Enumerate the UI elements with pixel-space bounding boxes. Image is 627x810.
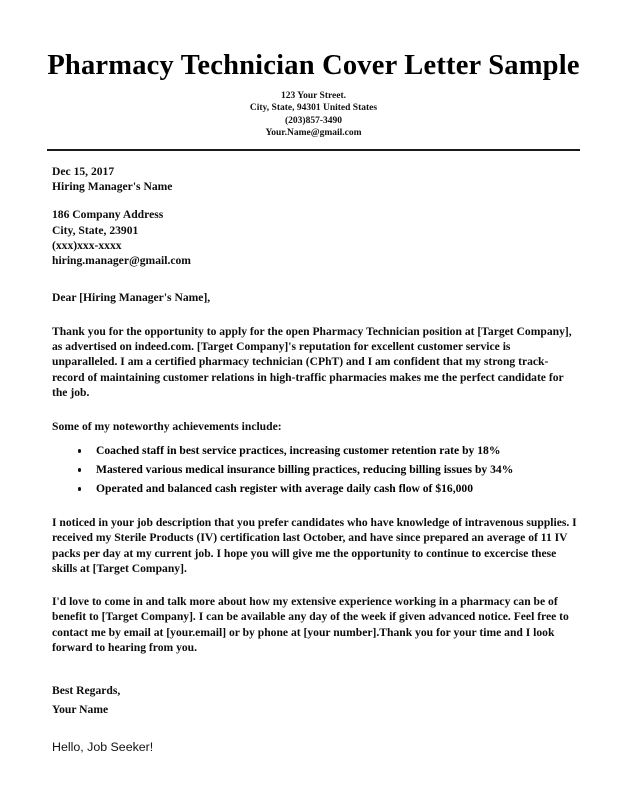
list-item: Operated and balanced cash register with average daily cash flow of $16,000 — [78, 481, 578, 497]
page-title: Pharmacy Technician Cover Letter Sample — [47, 50, 580, 81]
letter-date: Dec 15, 2017 — [52, 164, 115, 178]
sender-street: 123 Your Street. — [281, 91, 346, 101]
sender-city-state-zip: City, State, 94301 United States — [249, 103, 378, 114]
recipient-city-state-zip: City, State, 23901 — [52, 223, 139, 237]
sender-phone: (203)857-3490 — [285, 115, 342, 126]
letter-body — [0, 164, 627, 755]
body-paragraph-3: I'd love to come in and talk more about how my extensive experience working in a pharmacy can be of benefit to [Target Company]. I can be available any day of the week if given advanced notice. Feel free to contact me by email at [your.email] or by phone at [your number].Thank you for your time and I look forward to hearing from you. — [52, 595, 569, 655]
achievements-list — [52, 443, 578, 497]
recipient-email: hiring.manager@gmail.com — [52, 254, 191, 268]
sender-email: Your.Name@gmail.com — [265, 128, 362, 139]
closing-salutation: Best Regards, — [52, 684, 121, 698]
footer-note: Hello, Job Seeker! — [52, 739, 154, 754]
signature-name: Your Name — [52, 702, 109, 716]
recipient-street: 186 Company Address — [52, 208, 164, 222]
date-and-recipient-name-block — [52, 164, 578, 195]
recipient-name: Hiring Manager's Name — [52, 179, 173, 193]
recipient-phone: (xxx)xxx-xxxx — [52, 238, 122, 252]
salutation: Dear [Hiring Manager's Name], — [52, 291, 211, 305]
recipient-address-block — [52, 207, 578, 268]
body-paragraph-1: Thank you for the opportunity to apply for the open Pharmacy Technician position at [Target Company], as advertised on indeed.com. [Target Company]'s reputation for excellent customer service is unparalleled. I am a certified pharmacy technician (CPhT) and I am confident that my strong track-record of maintaining customer relations in high-traffic pharmacies makes me the perfect candidate for the job. — [52, 324, 572, 399]
list-item: Coached staff in best service practices, increasing customer retention rate by 18% — [78, 443, 578, 459]
sender-contact-block — [0, 90, 627, 140]
achievements-intro: Some of my noteworthy achievements include: — [52, 420, 282, 434]
list-item: Mastered various medical insurance billing practices, reducing billing issues by 34% — [78, 462, 578, 478]
body-paragraph-2: I noticed in your job description that you prefer candidates who have knowledge of intravenous supplies. I received my Sterile Products (IV) certification last October, and have since prepared an average of 11 IV packs per day at my current job. I hope you will give me the opportunity to continue to excercise these skills at [Target Company]. — [52, 515, 577, 575]
header-divider — [47, 149, 580, 151]
closing-block — [52, 683, 578, 717]
